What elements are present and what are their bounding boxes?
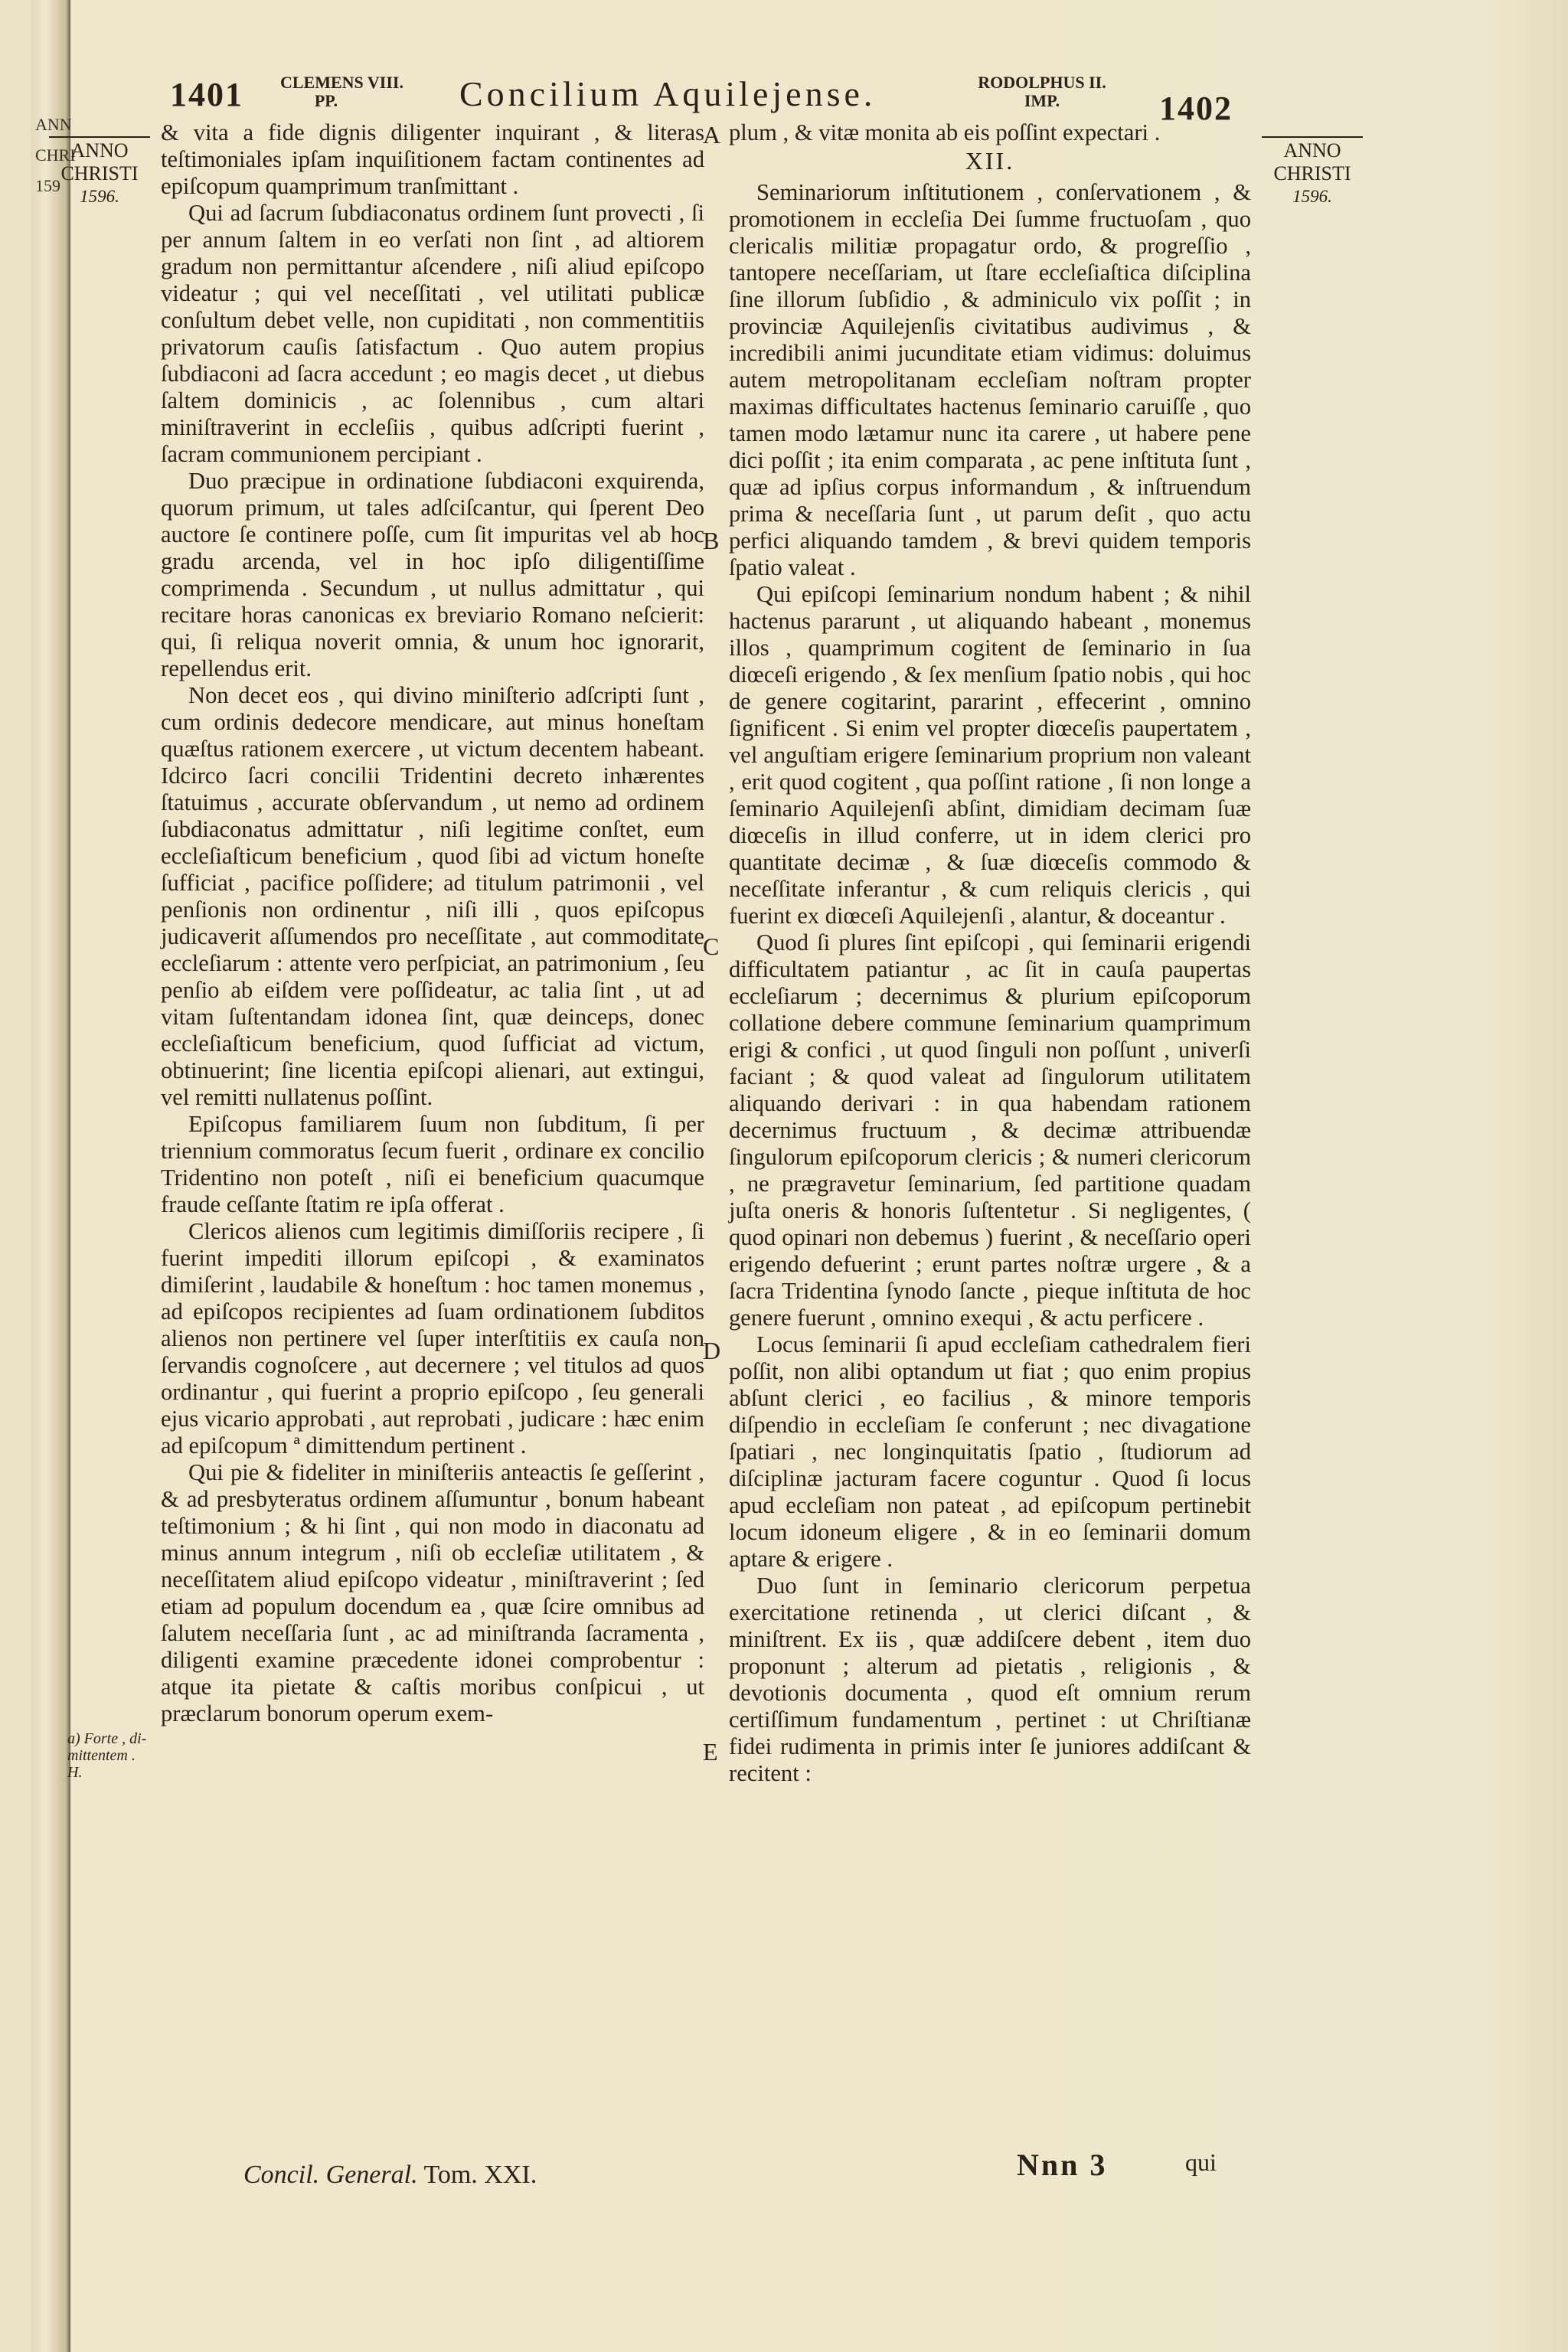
margin-footnote-line1: a) Forte , di-	[67, 1730, 147, 1747]
header-emperor-name: RODOLPHUS II.	[978, 73, 1106, 92]
adjacent-page-edge	[31, 0, 76, 2352]
section-title-xii: XII.	[965, 147, 1015, 175]
right-paragraph-3: Quod ſi plures ſint epiſcopi , qui ſeminarii erigendi difficultatem patiantur , ac ſit in cauſa paupertas eccleſiarum ; decernimus & plurium epiſcoporum collatione debere commune ſeminarium quamprimum erigi & confici , ut quod ſinguli non poſſunt , univerſi faciant ; & quod valeat ad ſingulorum utilitatem aliquando derivari : in qua habendam rationem decernimus fructuum , & decimæ attribuendæ ſingulorum epiſcoporum clericis ; & numeri clericorum , ne prægravetur ſeminarium, ſed partitione quadam juſta oneris & honoris ſuſtentetur . Si negligentes, ( quod opinari non debemus ) fuerint , & neceſſario operi erigendo defuerint ; erunt partes noſtræ urgere , & a ſacra Tridentina ſynodo ſancte , pieque inſtituta de hoc genere fuerunt , omnino exequi , & actu perficere .	[729, 929, 1251, 1331]
anno-christi-right	[1262, 136, 1363, 208]
signature-mark: Nnn 3	[1017, 2148, 1108, 2182]
anno-right-line1: ANNO	[1283, 139, 1341, 162]
left-paragraph-5: Epiſcopus familiarem ſuum non ſubditum, ſi per triennium commoratus ſecum fuerit , ordinare ex concilio Tridentino non poteſt , niſi ei beneficium quacumque fraude ceſſante ſtatim re ipſa offerat .	[161, 1111, 704, 1217]
page-number-left: 1401	[170, 76, 243, 113]
header-emperor	[977, 74, 1107, 110]
footer-volume: Tom. XXI.	[423, 2161, 537, 2189]
right-paragraph-0: plum , & vitæ monita ab eis poſſint expectari .	[729, 119, 1161, 145]
footer-collection-title: Concil. General.	[243, 2161, 418, 2189]
header-pope-name: CLEMENS VIII.	[280, 73, 403, 92]
book-page	[31, 0, 1568, 2352]
anno-rule-left	[49, 136, 150, 138]
margin-footnote-line3: H.	[67, 1764, 83, 1781]
footer-citation	[243, 2161, 537, 2190]
header-pope	[280, 73, 403, 110]
spine-line-1: ANN	[35, 115, 72, 134]
spine-line-2: CHRI	[35, 145, 76, 165]
header-pope-abbr: PP.	[314, 91, 338, 110]
left-paragraph-4: Non decet eos , qui divino miniſterio adſcripti ſunt , cum ordinis dedecore mendicare, aut minus honeſtam quæſtus rationem exercere , ut victum decentem habeant. Idcirco ſacri concilii Tridentini decreto inhærentes ſtatuimus , accurate obſervandum , ut nemo ad ordinem ſubdiaconatus admittatur , niſi legitime conſtet, eum eccleſiaſticum beneficium , quod ſibi ad victum honeſte ſufficiat , pacifice poſſidere; ad titulum patrimonii , vel penſionis non ordinentur , niſi illi , quos epiſcopus judicaverit aſſumendos pro neceſſitate , aut commoditate eccleſiarum : attente vero perſpiciat, an patrimonium , ſeu penſio ab eiſdem vere poſſideatur, ac talia ſint , ut ad vitam ſuſtentandam idonea ſint, quæ deinceps, donec eccleſiaſticum beneficium, quod ſufficiat ad victum, obtinuerint; ſine licentia epiſcopi alienari, aut extingui, vel remitti nullatenus poſſint.	[161, 682, 704, 1110]
anno-left-line1: ANNO	[70, 139, 129, 162]
anno-right-year: 1596.	[1292, 187, 1332, 206]
margin-footnote	[67, 1730, 158, 1781]
anno-right-line2: CHRISTI	[1273, 162, 1351, 185]
spine-line-3: 159	[35, 176, 60, 195]
section-marker-b: B	[703, 527, 720, 554]
section-marker-c: C	[703, 933, 720, 960]
left-paragraph-6: Clericos alienos cum legitimis dimiſſoriis recipere , ſi fuerint impediti illorum epiſcopi , & examinatos dimiſerint , laudabile & honeſtum : hoc tamen monemus , ad epiſcopos recipientes ad ſuam ordinationem ſubditos alienos non pertinere vel ſuper interſtitiis ex cauſa non ſervandis cognoſcere , aut decernere ; vel titulos ad quos ordinantur , qui fuerint a proprio epiſcopo , ſeu generali ejus vicario approbati , aut reprobati , judicare : hæc enim ad epiſcopum ª dimittendum pertinent .	[161, 1218, 704, 1459]
anno-left-year: 1596.	[80, 187, 119, 206]
left-paragraph-7: Qui pie & fideliter in miniſteriis anteactis ſe geſſerint , & ad presbyteratus ordinem aſſumuntur , bonum habeant teſtimonium ; & hi ſint , qui non modo in diaconatu ad minus annum integrum , niſi ob eccleſiæ utilitatem , & neceſſitatem aliud epiſcopo videatur , miniſtraverint ; ſed etiam ad populum docendum ea , quæ ſcire omnibus ad ſalutem neceſſaria ſunt , ac ad miniſtranda ſacramenta , diligenti examine præcedente idonei comprobentur : atque ita pietate & caſtis moribus conſpicui , ut præclarum bonorum operum exem-	[161, 1459, 704, 1726]
left-paragraph-3: Duo præcipue in ordinatione ſubdiaconi exquirenda, quorum primum, ut tales adſciſcantur, qui ſperent Deo auctore ſe continere poſſe, cum ſit impuritas vel ab hoc gradu arcenda, vel in hoc ipſo diligentiſſime comprimenda . Secundum , ut nullus admittatur , qui recitare horas canonicas ex breviario Romano neſcierit: qui, ſi reliqua noverit omnia, & unum hoc ignorarit, repellendus erit.	[161, 468, 704, 681]
right-paragraph-2: Qui epiſcopi ſeminarium nondum habent ; & nihil hactenus pararunt , ut aliquando habeant , monemus illos , quamprimum cogitent de ſeminario in ſua diœceſi erigendo , & ſex menſium ſpatio nobis , qui hoc de genere cogitarint, pararint , effecerint , omnino ſignificent . Si enim vel propter diœceſis paupertatem , vel anguſtiam erigere ſeminarium proprium non valeant , erit quod cogitent , qua poſſint ratione , ſi non longe a ſeminario Aquilejenſi abſint, dimidiam decimam ſuæ diœceſis in illud conferre, ut in idem clerici pro quantitate decimæ , & ſuæ diœceſis commodo & neceſſitate inferantur , & cum reliquis clericis , qui fuerint ex diœceſi Aquilejenſi , alantur, & doceantur .	[729, 581, 1251, 929]
catchword: qui	[1185, 2148, 1217, 2176]
right-paragraph-4: Locus ſeminarii ſi apud eccleſiam cathedralem fieri poſſit, non alibi optandum ut fiat ; quo enim propius abſunt clerici , eo facilius , & minore temporis diſpendio in eccleſiam ſe conferunt ; nec divagatione ſpatiari , nec longinquitatis ſpatio , ſtudiorum ad diſciplinæ jacturam facere coguntur . Quod ſi locus apud eccleſiam non pateat , ad epiſcopum pertinebit locum idoneum eligere , & in eo ſeminarii domum aptare & erigere .	[729, 1331, 1251, 1572]
anno-christi-left	[49, 136, 150, 208]
page-title: Concilium Aquilejense.	[459, 74, 877, 113]
page-number-right: 1402	[1159, 90, 1233, 127]
section-marker-d: D	[703, 1337, 721, 1364]
left-paragraph-2: Qui ad ſacrum ſubdiaconatus ordinem ſunt provecti , ſi per annum ſaltem in eo verſati non ſint , ad altiorem gradum non permittantur aſcendere , niſi aliud epiſcopo videatur ; qui vel neceſſitati , vel utilitati publicæ conſultum debet velle, non cupiditati , non commentitiis privatorum cauſis ſatisfactum . Quo autem propius ſubdiaconi ad ſacra accedunt ; eo magis decet , ut diebus ſaltem dominicis , ac ſolennibus , cum altari miniſtraverint in eccleſiis , quibus adſcripti fuerint , ſacram communionem percipiant .	[161, 200, 704, 467]
right-paragraph-5: Duo ſunt in ſeminario clericorum perpetua exercitatione retinenda , ut clerici diſcant , & miniſtrent. Ex iis , quæ addiſcere debent , item duo proponunt ; alterum ad pietatis , religionis , & devotionis documenta , quod eſt omnium rerum certiſſimum fundamentum , pertinet : ut Chriſtianæ fidei rudimenta in primis inter ſe juniores addiſcant & recitent :	[729, 1573, 1251, 1786]
section-marker-a: A	[703, 121, 721, 149]
margin-footnote-line2: mittentem .	[67, 1747, 136, 1764]
right-paragraph-1: Seminariorum inſtitutionem , conſervationem , & promotionem in eccleſia Dei ſumme fructuoſam , quo clericalis militiæ propagatur ordo, & progreſſio , tantopere neceſſariam, ut ſtare eccleſiaſtica diſciplina ſine illorum ſubſidio , & adminiculo vix poſſit ; in provinciæ Aquilejenſis civitatibus audivimus , & incredibili animi jucunditate etiam vidimus: doluimus autem metropolitanam eccleſiam noſtram propter maximas difficultates hactenus ſeminario caruiſſe , quo tamen modo lætamur nunc ita carere , ut habere pene dici poſſit ; ita enim comparata , ac pene inſtituta ſunt , quæ ad ipſius corpus informandum , & inſtruendum prima & neceſſaria ſunt , ut parum deſit , quo actu perfici aliquando tamdem , & brevi quidem temporis ſpatio valeat .	[729, 179, 1251, 580]
anno-left-line2: CHRISTI	[60, 162, 139, 185]
right-column	[729, 119, 1251, 1787]
header-emperor-abbr: IMP.	[1024, 91, 1060, 110]
section-marker-e: E	[703, 1738, 718, 1766]
left-paragraph-1: & vita a fide dignis diligenter inquirant , & literas teſtimoniales ipſam inquiſitionem factam continentes ad epiſcopum quamprimum tranſmittant .	[161, 119, 704, 199]
anno-rule-right	[1262, 136, 1363, 138]
left-column	[161, 119, 704, 1727]
